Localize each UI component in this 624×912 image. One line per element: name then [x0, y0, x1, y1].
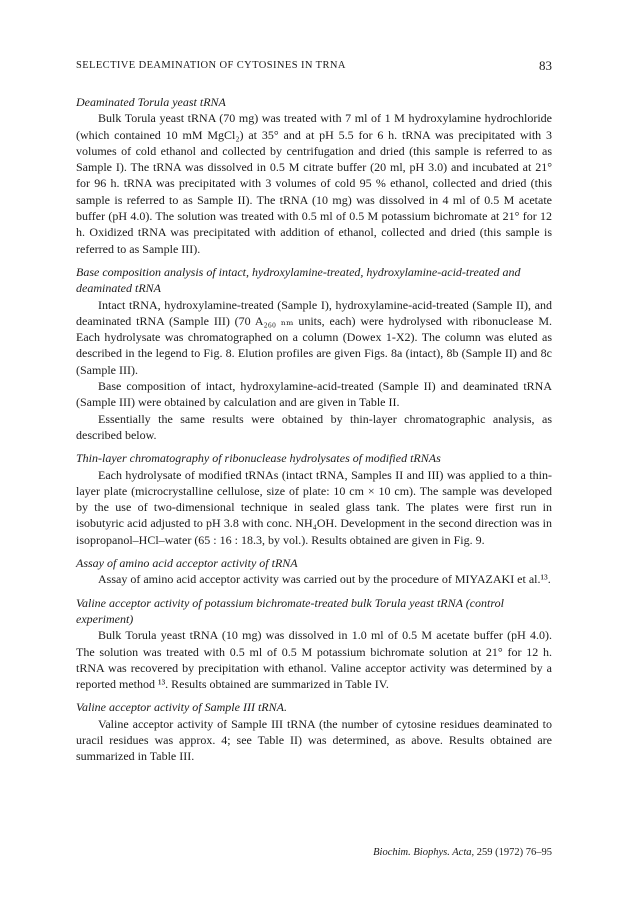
- page-number: 83: [539, 58, 552, 73]
- section-heading: Valine acceptor activity of potassium bichromate-treated bulk Torula yeast tRNA (control experiment): [76, 595, 504, 626]
- journal-footer: [300, 847, 552, 858]
- paragraph: Each hydrolysate of modified tRNAs (intact tRNA, Samples II and III) was applied to a thin-layer plate (microcrystalline cellulose, size of plate: 10 cm × 10 cm). The sample was developed by the use of two-dimensional technique in sealed glass tank. The plates were first run in isobutyric acid adjusted to pH 3.8 with conc. NH₄OH. Development in the second direction was in isopropanol–HCl–water (65 : 16 : 18.3, by vol.). Results obtained are given in Fig. 9.: [76, 467, 552, 547]
- body-text: [76, 94, 552, 765]
- paragraph: Intact tRNA, hydroxylamine-treated (Sample I), hydroxylamine-acid-treated (Sample II), and deaminated tRNA (Sample III) (70 A₂₆₀ ₙₘ units, each) were hydrolysed with ribonuclease M. Each hydrolysate was chromatographed on a column (Dowex 1-X2). The column was eluted as described in the legend to Fig. 8. Elution profiles are given Figs. 8a (intact), 8b (Sample II) and 8c (Sample III).: [76, 297, 552, 377]
- paragraph: Essentially the same results were obtained by thin-layer chromatographic analysis, as described below.: [76, 411, 552, 442]
- paragraph: Bulk Torula yeast tRNA (10 mg) was dissolved in 1.0 ml of 0.5 M acetate buffer (pH 4.0). The solution was treated with 0.5 ml of 0.5 M potassium bichromate solution at 21° for 12 h. tRNA was recovered by precipitation with ethanol. Valine acceptor activity was determined by a reported method ¹³. Results obtained are summarized in Table IV.: [76, 628, 552, 692]
- paragraph: Assay of amino acid acceptor activity was carried out by the procedure of MIYAZAKI et al.¹³.: [98, 572, 551, 587]
- paragraph: Bulk Torula yeast tRNA (70 mg) was treated with 7 ml of 1 M hydroxylamine hydrochloride (which contained 10 mM MgCl₂) at 35° and at pH 5.5 for 6 h. tRNA was precipitated with 3 volumes of cold ethanol and collected by centrifugation and dried (this sample is referred to as Sample I). The tRNA was dissolved in 0.5 M citrate buffer (20 ml, pH 3.0) and incubated at 21° for 96 h. tRNA was precipitated with 3 volumes of cold 95 % ethanol, collected and dried (this sample is referred to as Sample II). The tRNA (10 mg) was dissolved in 4 ml of 0.5 M acetate buffer (pH 4.0). The solution was treated with 0.5 ml of 0.5 M potassium bichromate at 21° for 12 h. Oxidized tRNA was precipitated with addition of ethanol, collected and dried (this sample is referred to as Sample III).: [76, 111, 552, 256]
- running-title: SELECTIVE DEAMINATION OF CYTOSINES IN TRNA: [76, 60, 346, 71]
- section-heading: Assay of amino acid acceptor activity of tRNA: [76, 556, 298, 571]
- journal-citation: 259 (1972) 76–95: [476, 847, 552, 858]
- section-heading: Deaminated Torula yeast tRNA: [76, 95, 226, 109]
- section-heading: Base composition analysis of intact, hydroxylamine-treated, hydroxylamine-acid-treated and deaminated tRNA: [76, 264, 521, 296]
- paragraph: Base composition of intact, hydroxylamine-acid-treated (Sample II) and deaminated tRNA (Sample III) were obtained by calculation and are given in Table II.: [76, 379, 552, 410]
- section-heading: Valine acceptor activity of Sample III tRNA.: [76, 700, 287, 715]
- journal-name: Biochim. Biophys. Acta,: [373, 847, 475, 858]
- paragraph: Valine acceptor activity of Sample III tRNA (the number of cytosine residues deaminated to uracil residues was approx. 4; see Table II) was determined, as above. Results obtained are summarized in Table III.: [76, 716, 552, 764]
- section-heading: Thin-layer chromatography of ribonuclease hydrolysates of modified tRNAs: [76, 451, 441, 466]
